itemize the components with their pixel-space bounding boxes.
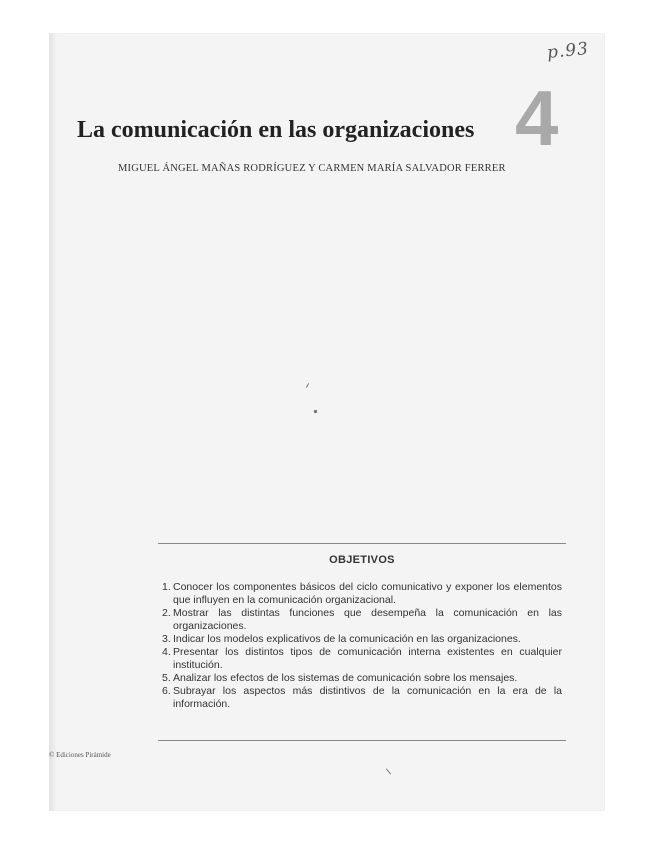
objective-item (162, 607, 562, 633)
objective-text: Indicar los modelos explicativos de la comunicación en las organizaciones. (173, 633, 521, 645)
objective-text: Presentar los distintos tipos de comunicación interna existentes en cualquier institución. (173, 646, 562, 671)
objective-number: 2. (162, 607, 171, 619)
objective-item (162, 646, 562, 672)
objective-number: 5. (162, 672, 171, 684)
objective-number: 3. (162, 633, 171, 645)
publisher-credit: © Ediciones Pirámide (49, 751, 111, 759)
objectives-heading: OBJETIVOS (329, 554, 395, 566)
objective-number: 6. (162, 685, 171, 697)
handwritten-page-note: p.93 (546, 38, 590, 64)
objective-text: Mostrar las distintas funciones que desempeña la comunicación en las organizaciones. (173, 607, 562, 632)
scan-speck (314, 410, 317, 413)
objective-number: 1. (162, 581, 171, 593)
scanned-page (49, 33, 605, 811)
chapter-title: La comunicación en las organizaciones (77, 117, 475, 143)
page-binding-shadow (49, 33, 57, 811)
objective-item (162, 672, 562, 685)
objectives-list (162, 581, 562, 711)
chapter-number: 4 (515, 74, 559, 162)
objective-text: Subrayar los aspectos más distintivos de la comunicación en la era de la información. (173, 685, 562, 710)
scan-speck (386, 768, 391, 774)
objective-text: Conocer los componentes básicos del ciclo comunicativo y exponer los elementos que influyen en la comunicación organizacional. (173, 581, 562, 606)
chapter-authors: MIGUEL ÁNGEL MAÑAS RODRÍGUEZ Y CARMEN MARÍA SALVADOR FERRER (118, 163, 506, 174)
objectives-bottom-rule (158, 740, 566, 741)
scan-speck (306, 383, 309, 388)
objectives-top-rule (158, 543, 566, 544)
objective-item (162, 685, 562, 711)
objective-text: Analizar los efectos de los sistemas de comunicación sobre los mensajes. (173, 672, 518, 684)
objective-item (162, 633, 562, 646)
objective-item (162, 581, 562, 607)
objective-number: 4. (162, 646, 171, 658)
